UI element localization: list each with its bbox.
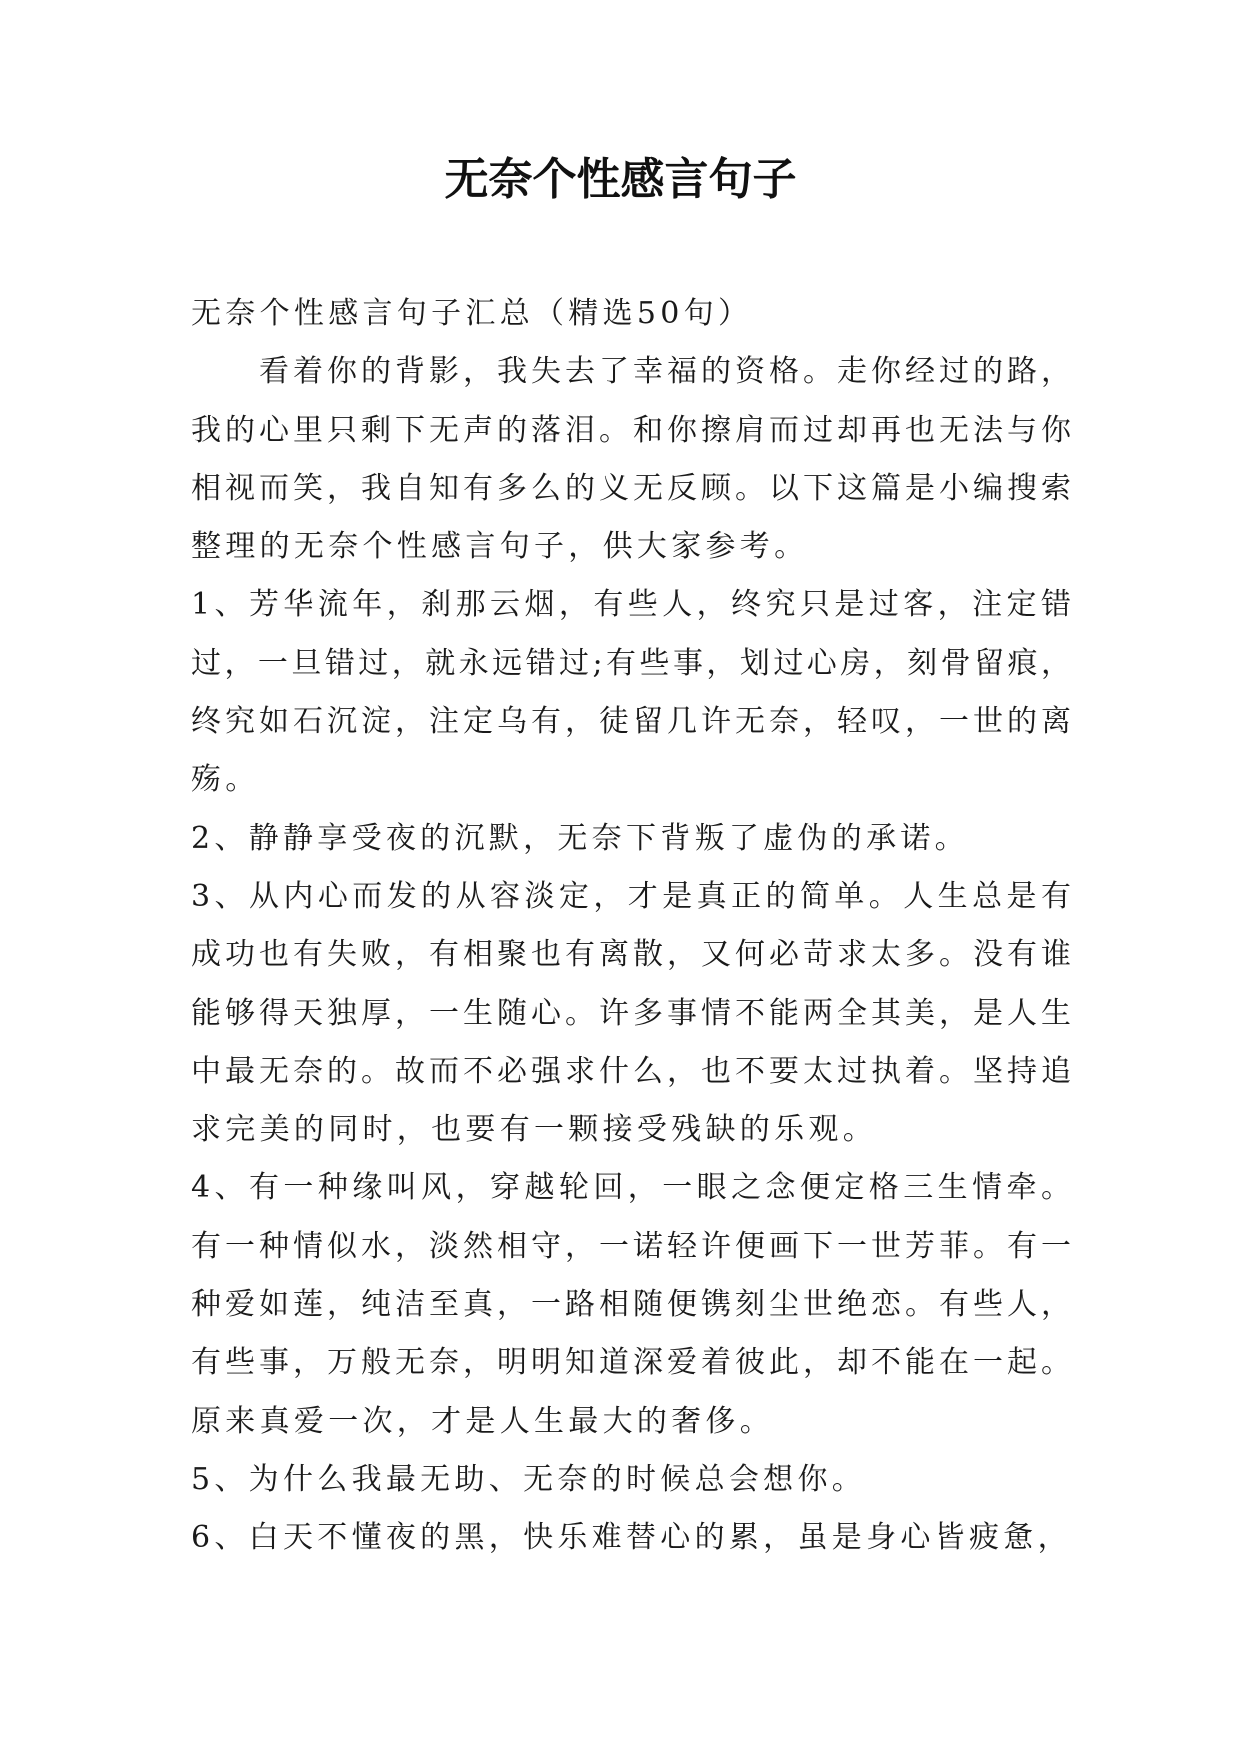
text-line: 成功也有失败，有相聚也有离散，又何必苛求太多。没有谁 xyxy=(191,937,1071,973)
text-line: 中最无奈的。故而不必强求什么，也不要太过执着。坚持追 xyxy=(191,1053,1071,1089)
text-line: 过，一旦错过，就永远错过;有些事，划过心房，刻骨留痕， xyxy=(191,645,1071,681)
subtitle-line: 无奈个性感言句子汇总（精选50句） xyxy=(191,296,753,331)
document-body xyxy=(191,285,1071,1568)
text-line: 4、有一种缘叫风，穿越轮回，一眼之念便定格三生情牵。 xyxy=(191,1170,1071,1206)
text-line: 终究如石沉淀，注定乌有，徒留几许无奈，轻叹，一世的离 xyxy=(191,704,1071,740)
text-line: 有些事，万般无奈，明明知道深爱着彼此，却不能在一起。 xyxy=(191,1345,1071,1381)
text-line: 2、静静享受夜的沉默，无奈下背叛了虚伪的承诺。 xyxy=(191,820,969,856)
text-line: 能够得天独厚，一生随心。许多事情不能两全其美，是人生 xyxy=(191,995,1071,1031)
text-line: 求完美的同时，也要有一颗接受残缺的乐观。 xyxy=(191,1112,877,1148)
text-line: 整理的无奈个性感言句子，供大家参考。 xyxy=(191,529,809,565)
text-line: 看着你的背影，我失去了幸福的资格。走你经过的路， xyxy=(259,354,1071,390)
text-line: 原来真爱一次，才是人生最大的奢侈。 xyxy=(191,1403,775,1439)
text-line: 殇。 xyxy=(191,762,260,798)
text-line: 我的心里只剩下无声的落泪。和你擦肩而过却再也无法与你 xyxy=(191,412,1071,448)
page-title: 无奈个性感言句子 xyxy=(444,154,797,205)
text-line: 6、白天不懂夜的黑，快乐难替心的累，虽是身心皆疲惫， xyxy=(191,1520,1072,1556)
text-line: 3、从内心而发的从容淡定，才是真正的简单。人生总是有 xyxy=(191,878,1071,914)
text-line: 有一种情似水，淡然相守，一诺轻许便画下一世芳菲。有一 xyxy=(191,1228,1071,1264)
text-line: 5、为什么我最无助、无奈的时候总会想你。 xyxy=(191,1461,867,1497)
text-line: 1、芳华流年，刹那云烟，有些人，终究只是过客，注定错 xyxy=(191,587,1071,623)
text-line: 相视而笑，我自知有多么的义无反顾。以下这篇是小编搜索 xyxy=(191,470,1071,506)
text-line: 种爱如莲，纯洁至真，一路相随便镌刻尘世绝恋。有些人， xyxy=(191,1287,1071,1323)
